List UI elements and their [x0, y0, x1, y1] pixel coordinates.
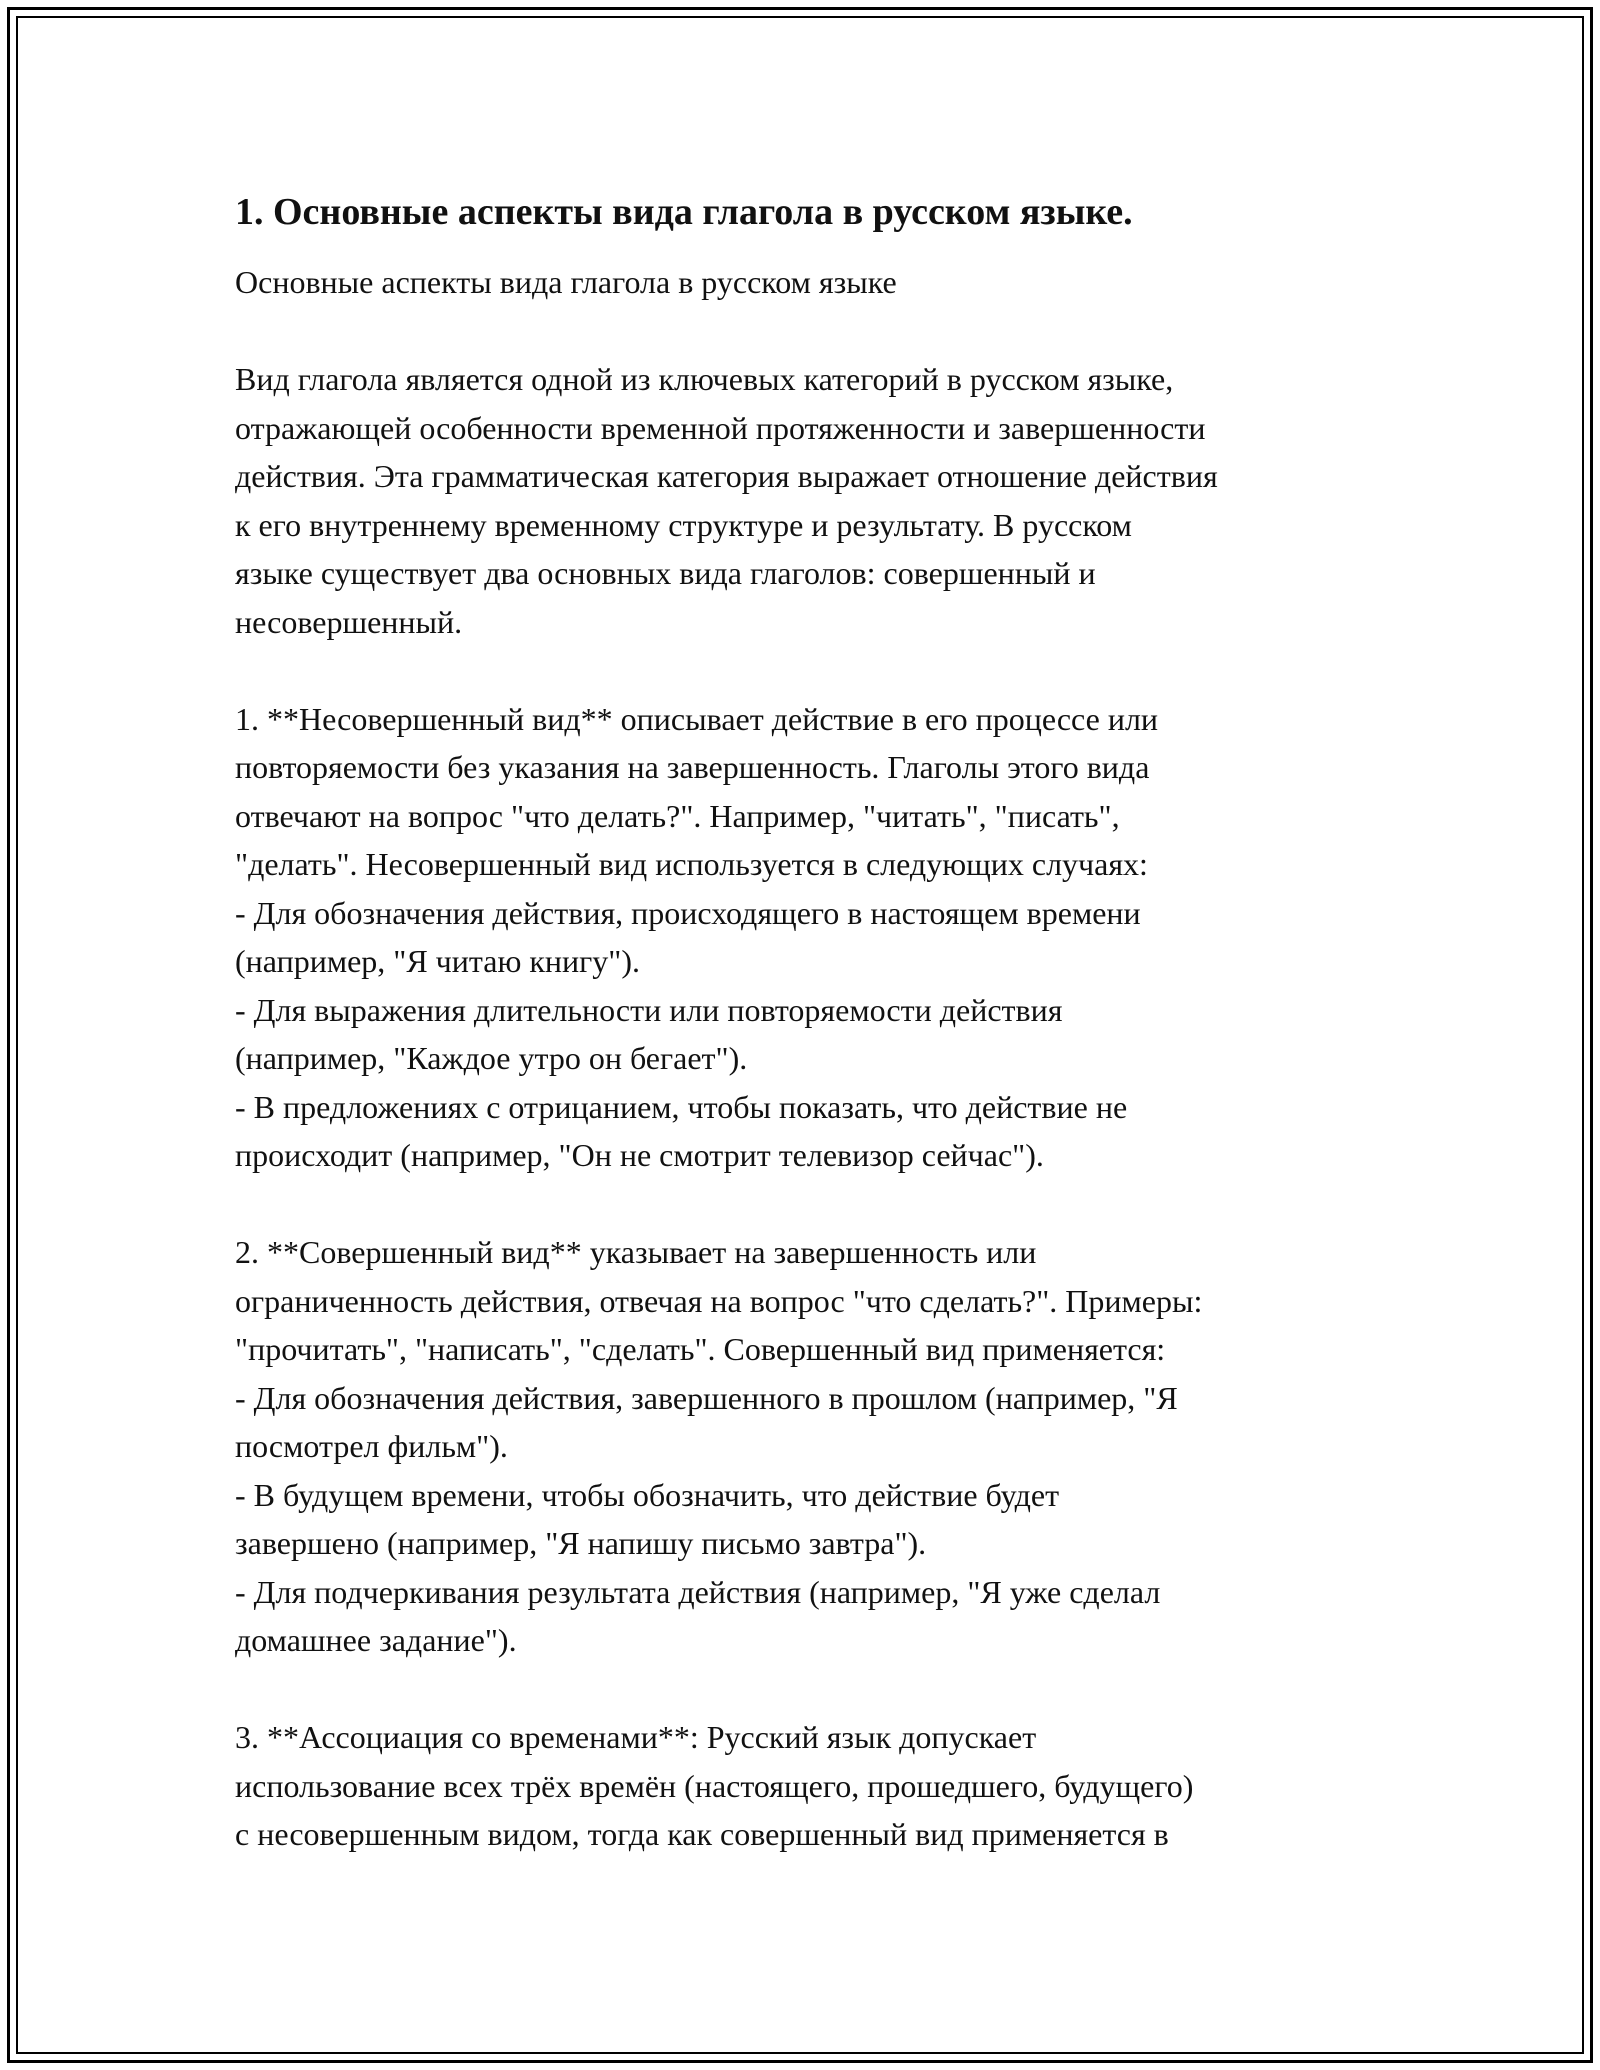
paragraph-gap	[235, 646, 1375, 695]
paragraph-gap	[235, 1665, 1375, 1714]
document-heading: 1. Основные аспекты вида глагола в русском языке.	[235, 191, 1133, 233]
document-subtitle: Основные аспекты вида глагола в русском языке	[235, 264, 897, 300]
document-body	[235, 186, 1375, 1859]
section-tenses: 3. **Ассоциация со временами**: Русский язык допускает использование всех трёх времён (настоящего, прошедшего, будущего) с несовершенным видом, тогда как совершенный вид применяется в	[235, 1719, 1194, 1852]
paragraph-gap	[235, 307, 1375, 356]
section-perfective: 2. **Совершенный вид** указывает на завершенность или ограниченность действия, отвечая на вопрос "что сделать?". Примеры: "прочитать", "написать", "сделать". Совершенный вид применяется: - Для обозначения действия, завершенного в прошлом (например, "Я посмотрел фильм"). - В будущем времени, чтобы обозначить, что действие будет завершено (например, "Я напишу письмо завтра"). - Для подчеркивания результата действия (например, "Я уже сделал домашнее задание").	[235, 1234, 1203, 1658]
paragraph-gap	[235, 1180, 1375, 1229]
section-imperfective: 1. **Несовершенный вид** описывает действие в его процессе или повторяемости без указания на завершенность. Глаголы этого вида отвечают на вопрос "что делать?". Например, "читать", "писать", "делать". Несовершенный вид используется в следующих случаях: - Для обозначения действия, происходящего в настоящем времени (например, "Я читаю книгу"). - Для выражения длительности или повторяемости действия (например, "Каждое утро он бегает"). - В предложениях с отрицанием, чтобы показать, что действие не происходит (например, "Он не смотрит телевизор сейчас").	[235, 700, 1159, 1173]
intro-paragraph: Вид глагола является одной из ключевых категорий в русском языке, отражающей особенности временной протяженности и завершенности действия. Эта грамматическая категория выражает отношение действия к его внутреннему временному структуре и результату. В русском языке существует два основных вида глаголов: совершенный и несовершенный.	[235, 361, 1218, 640]
